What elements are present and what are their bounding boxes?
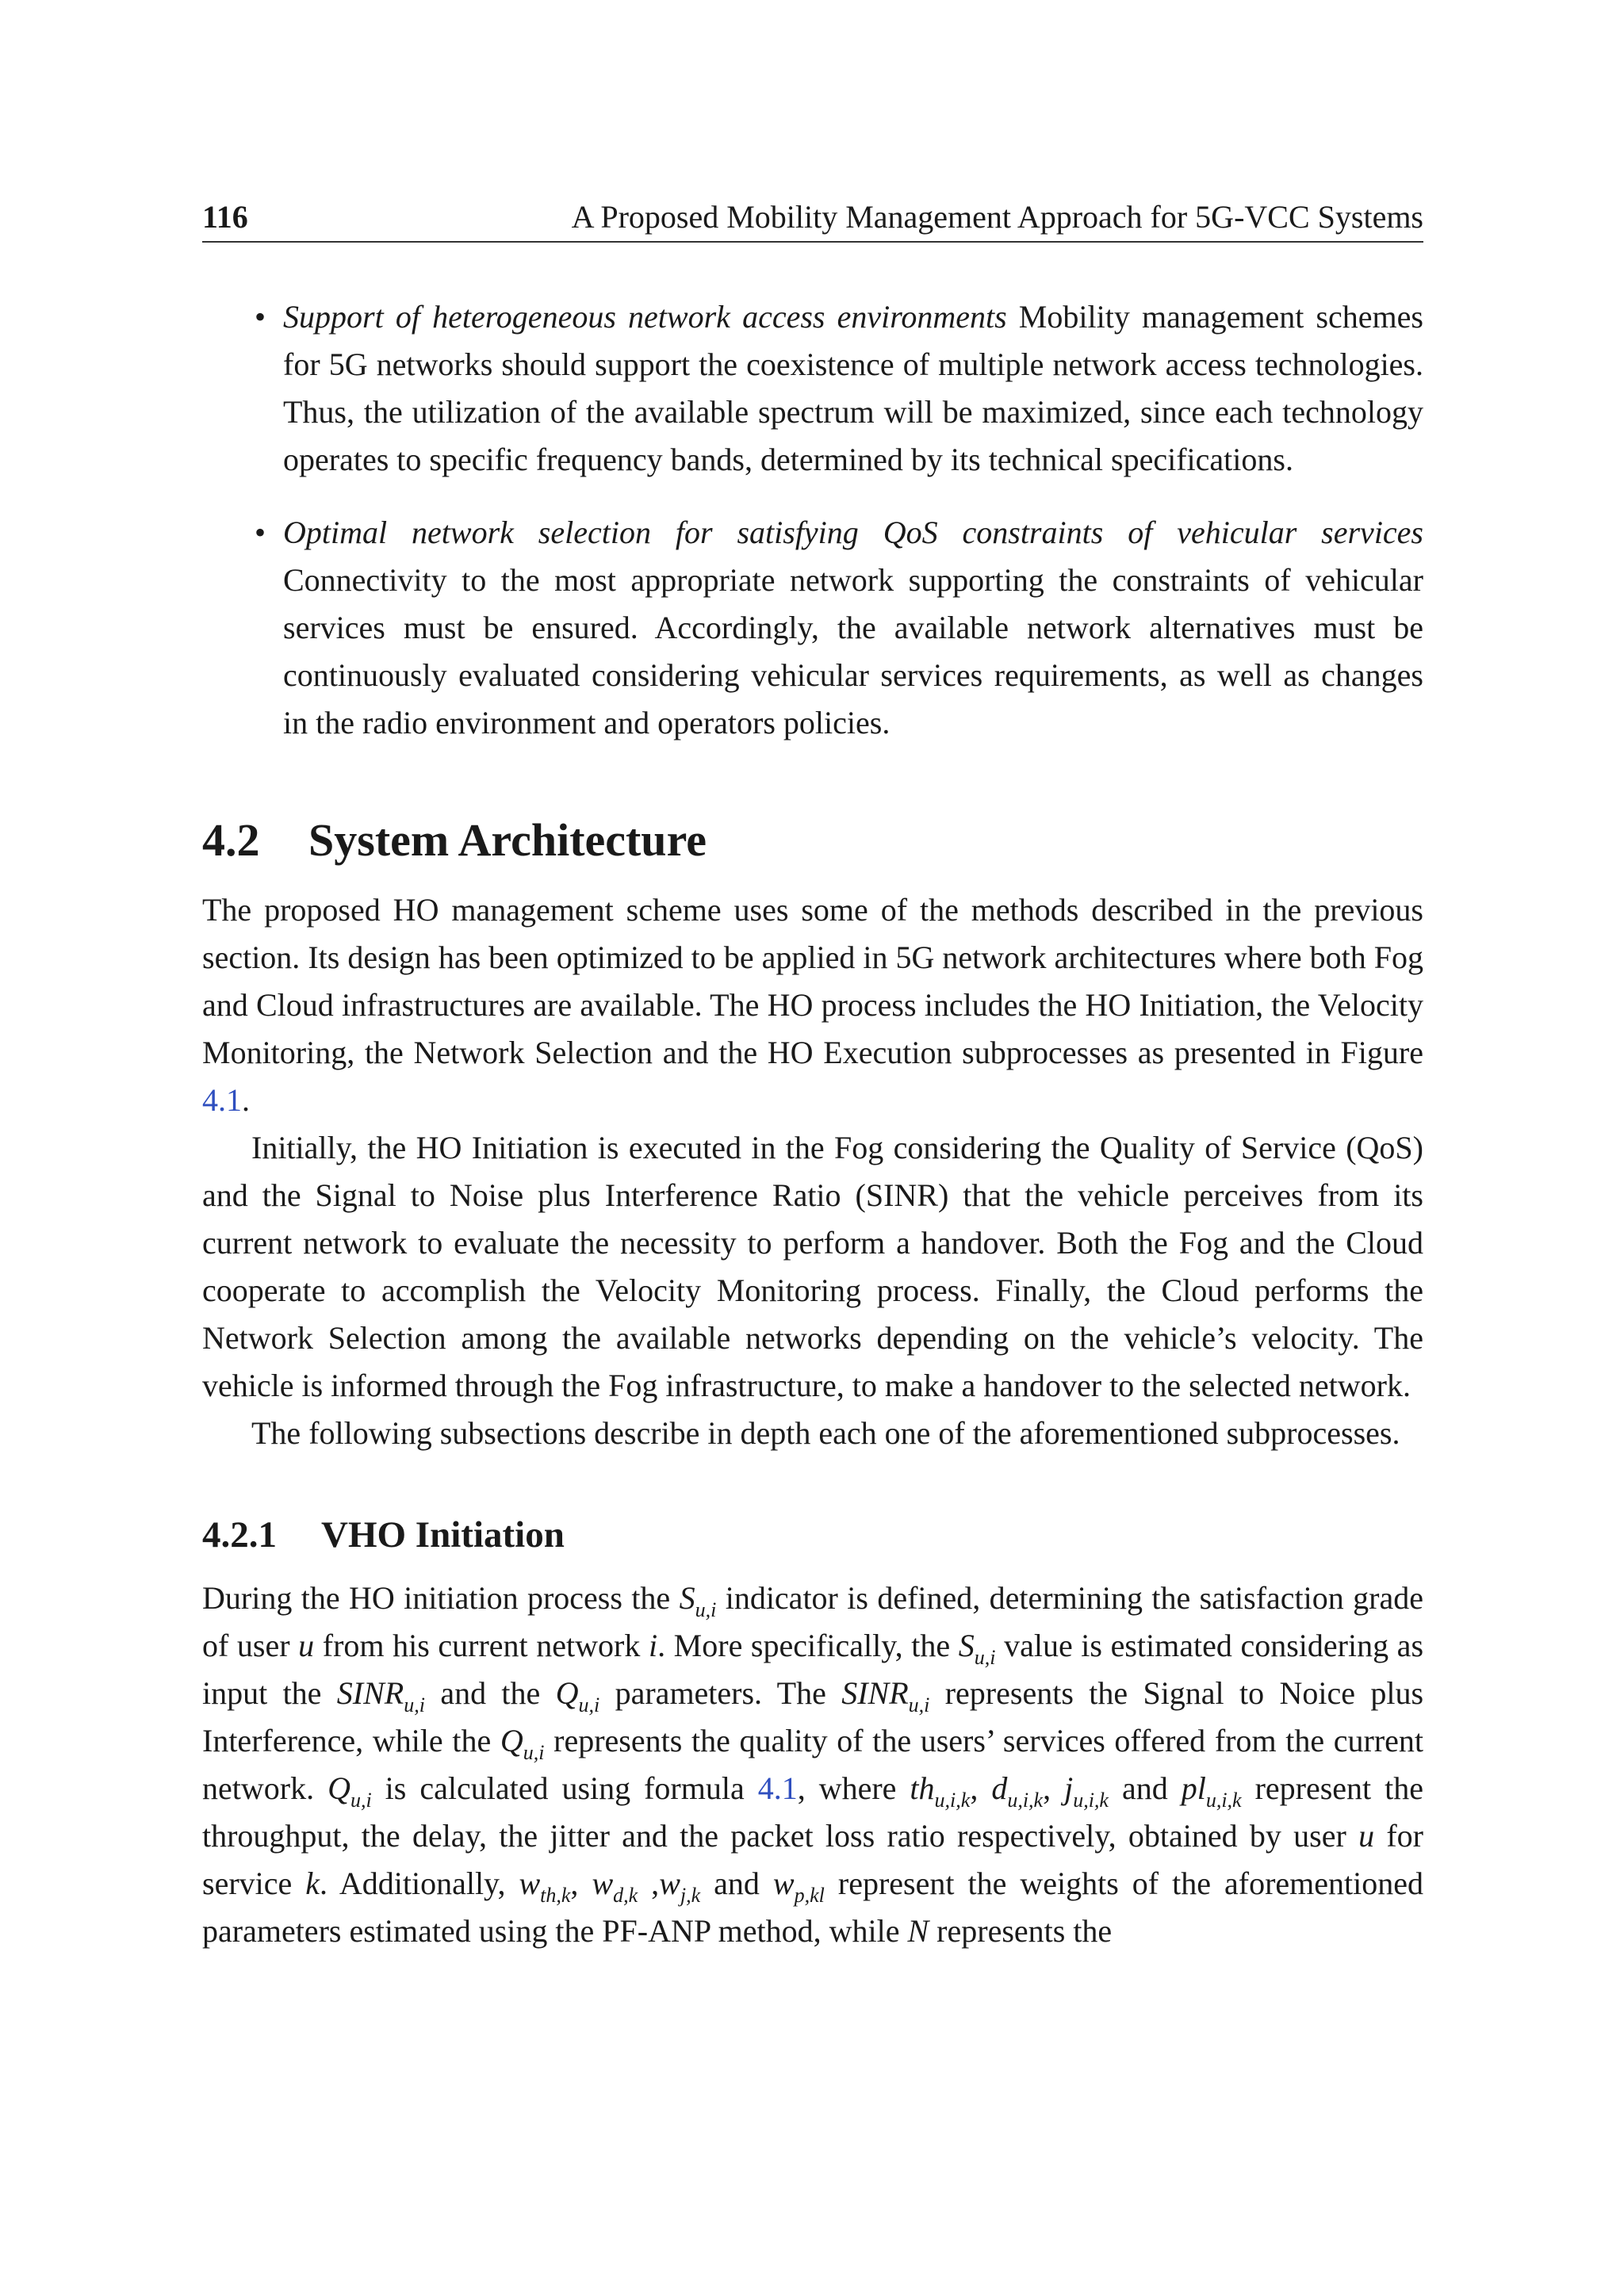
paragraph: During the HO initiation process the $S_{u,i}$ indicator is defined, determining the satisfaction grade of user u from his current network i. More specifically, the $S_{u,i}$ value is estimated considering as input the $SINR_{u,i}$ and the $Q_{u,i}$ parameters. The $SINR_{u,i}$ represents the Signal to Noice plus Interference, while the $Q_{u,i}$ represents the quality of the users’ services offered from the current network. $Q_{u,i}$ is calculated using formula 4.1, where $th_{u,i,k}$, $d_{u,i,k}$, $j_{u,i,k}$ and $pl_{u,i,k}$ represent the throughput, the delay, the jitter and the packet loss ratio respectively, obtained by user u for service k. Additionally, $w_{th,k}$, $w_{d,k}$ $,w_{j,k}$ and $w_{p,kl}$ represent the weights of the aforementioned parameters estimated using the PF-ANP method, while N represents the <box>202 1580 1424 1949</box>
subsection-heading <box>202 1503 1423 1567</box>
section-heading <box>202 802 1423 878</box>
page-content <box>202 293 1423 1955</box>
bullet-dot-icon: • <box>255 299 266 335</box>
formula-ref-link[interactable]: 4.1 <box>757 1770 798 1806</box>
page-number: 116 <box>202 199 248 235</box>
bullet-item <box>202 509 1423 747</box>
paragraph: Initially, the HO Initiation is executed in the Fog considering the Quality of Service (QoS) and the Signal to Noise plus Interference Ratio (SINR) that the vehicle perceives from its current network to evaluate the necessity to perform a handover. Both the Fog and the Cloud cooperate to accomplish the Velocity Monitoring process. Finally, the Cloud performs the Network Selection among the available networks depending on the vehicle’s velocity. The vehicle is informed through the Fog infrastructure, to make a handover to the selected network. <box>202 1130 1423 1403</box>
figure-ref-link[interactable]: 4.1 <box>202 1082 242 1118</box>
bullet-item <box>202 293 1423 484</box>
bullet-dot-icon: • <box>255 515 266 550</box>
subsection-number: 4.2.1 <box>202 1514 277 1556</box>
paragraph: The following subsections describe in depth each one of the aforementioned subprocesses. <box>251 1415 1400 1451</box>
section-number: 4.2 <box>202 814 260 866</box>
bullet-text: Mobility management schemes for 5G networks should support the coexistence of multiple network access technologies. Thus, the utilization of the available spectrum will be maximized, since each technology operates to specific frequency bands, determined by its technical specifications. <box>283 299 1423 477</box>
paragraph: The proposed HO management scheme uses some of the methods described in the previous section. Its design has been optimized to be applied in 5G network architectures where both Fog and Cloud infrastructures are available. The HO process includes the HO Initiation, the Velocity Monitoring, the Network Selection and the HO Execution subprocesses as presented in Figure 4.1. <box>202 892 1423 1118</box>
bullet-title: Support of heterogeneous network access environments <box>283 299 1007 335</box>
subsection-title: VHO Initiation <box>321 1514 565 1556</box>
running-header <box>202 195 1423 243</box>
bullet-list <box>202 293 1423 747</box>
running-title: A Proposed Mobility Management Approach for 5G-VCC Systems <box>571 199 1423 235</box>
section-title: System Architecture <box>308 814 707 866</box>
bullet-title: Optimal network selection for satisfying QoS constraints of vehicular services <box>283 515 1423 550</box>
bullet-text: Connectivity to the most appropriate network supporting the constraints of vehicular services must be ensured. Accordingly, the available network alternatives must be continuously evaluated considering vehicular services requirements, as well as changes in the radio environment and operators policies. <box>283 562 1423 740</box>
